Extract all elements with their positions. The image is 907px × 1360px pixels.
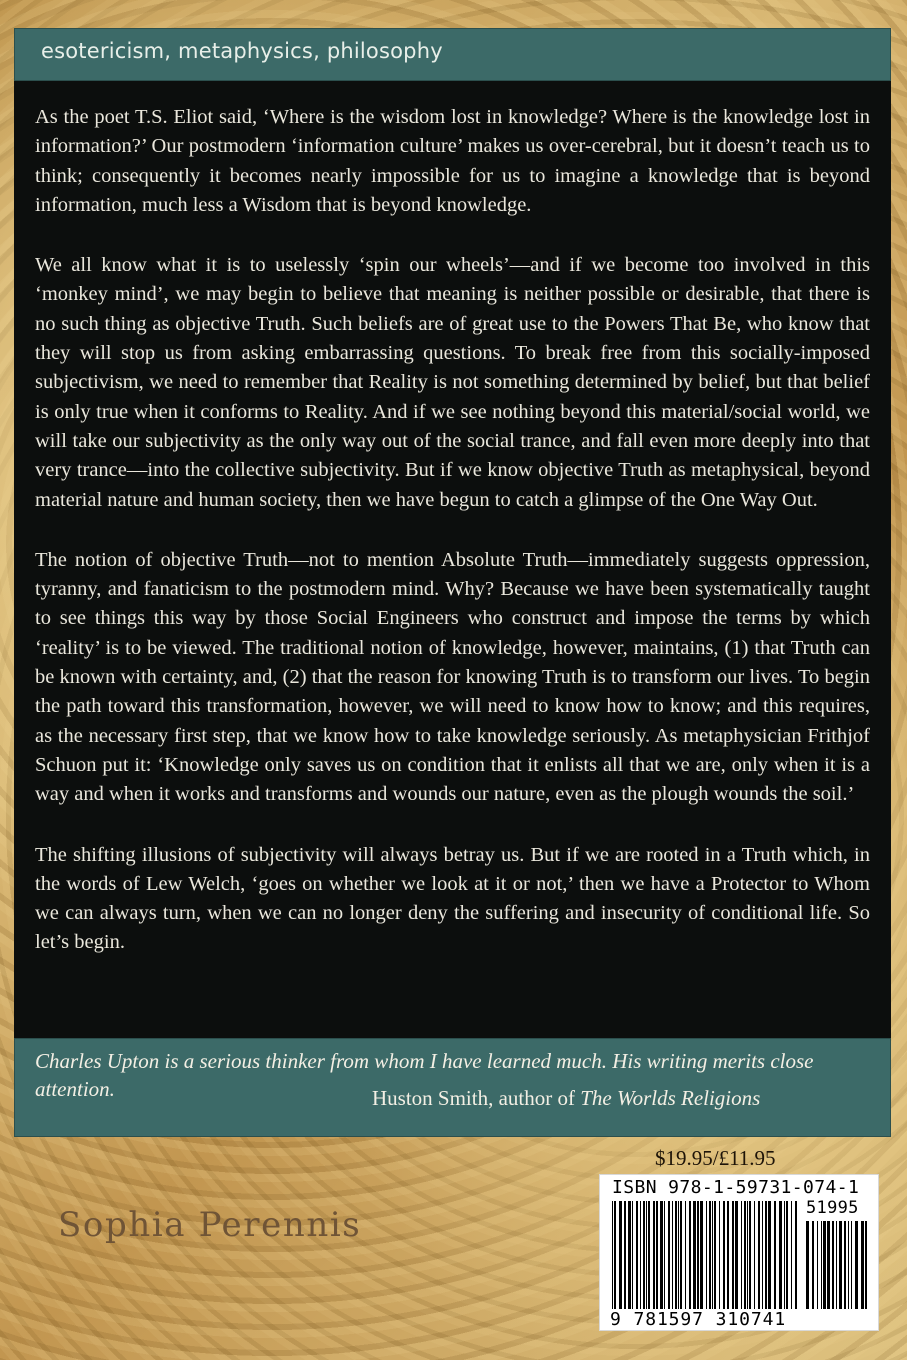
barcode-bar <box>865 1221 867 1309</box>
barcode-bar <box>612 1201 613 1309</box>
barcode-bar <box>812 1221 814 1309</box>
barcode-bar <box>774 1201 776 1309</box>
barcode-bar <box>855 1221 858 1309</box>
ean-barcode-bars <box>612 1201 798 1309</box>
barcode-bar <box>646 1201 647 1309</box>
barcode-bar <box>700 1201 703 1309</box>
barcode-bar <box>848 1221 849 1309</box>
barcode-bar <box>735 1201 738 1309</box>
isbn-label: ISBN 978-1-59731-074-1 <box>612 1177 860 1198</box>
barcode-bar <box>706 1201 707 1309</box>
publisher-logo: Sophia Perennis <box>58 1205 362 1245</box>
barcode-bar <box>680 1201 682 1309</box>
barcode-bar <box>758 1201 760 1309</box>
barcode-bar <box>779 1201 782 1309</box>
barcode-bar <box>675 1201 677 1309</box>
barcode-bar <box>643 1201 645 1309</box>
endorsement-band <box>14 1038 891 1137</box>
attribution-prefix: Huston Smith, author of <box>372 1086 581 1110</box>
attribution-book-title: The Worlds Religions <box>580 1086 761 1110</box>
barcode-bar <box>723 1201 725 1309</box>
barcode-bar <box>712 1201 713 1309</box>
barcode-bar <box>747 1201 748 1309</box>
barcode-bar <box>660 1201 663 1309</box>
price-label: $19.95/£11.95 <box>655 1146 776 1170</box>
isbn-barcode <box>599 1174 879 1331</box>
barcode-bar <box>678 1201 679 1309</box>
barcode-bar <box>656 1201 658 1309</box>
barcode-bar <box>832 1221 834 1309</box>
barcode-bar <box>749 1201 751 1309</box>
addon-price-code: 51995 <box>806 1198 859 1218</box>
barcode-bar <box>727 1201 729 1309</box>
endorsement-quote: Charles Upton is a serious thinker from whom I have learned much. His writing merits close attention. <box>35 1049 814 1101</box>
barcode-bar <box>709 1201 711 1309</box>
barcode-bar <box>844 1221 846 1309</box>
barcode-bar <box>624 1201 626 1309</box>
paragraph-4: The shifting illusions of subjectivity will always betray us. But if we are rooted in a Truth which, in the words of Lew Welch, ‘goes on whether we look at it or not,’ then we have a Protector to Whom we can always turn, when we can no longer deny the suffering and insecurity of conditional life. So let’s begin. <box>35 843 870 954</box>
category-tags: esotericism, metaphysics, philosophy <box>41 39 443 63</box>
paragraph-1: As the poet T.S. Eliot said, ‘Where is the wisdom lost in knowledge? Where is the knowledge lost in information?’ Our postmodern ‘information culture’ makes us over-cerebral, but it doesn’t teach us to think; consequently it becomes nearly impossible for us to imagine a knowledge that is beyond information, much less a Wisdom that is beyond knowledge. <box>35 106 870 216</box>
barcode-bar <box>619 1201 622 1309</box>
barcode-bar <box>861 1221 864 1309</box>
barcode-bar <box>827 1221 830 1309</box>
barcode-bar <box>653 1201 655 1309</box>
barcode-bar <box>632 1201 633 1309</box>
barcode-bar <box>640 1201 641 1309</box>
barcode-bar <box>791 1201 792 1309</box>
barcode-bar <box>614 1201 616 1309</box>
ean-digits: 9 781597 310741 <box>610 1309 787 1330</box>
barcode-bar <box>836 1221 837 1309</box>
paragraph-2: We all know what it is to uselessly ‘spin our wheels’—and if we become too involved in this ‘monkey mind’, we may begin to believe that meaning is neither possible or desirable, that there is no such thing as objective Truth. Such beliefs are of great use to the Powers That Be, who know that they will stop us from asking embarrassing questions. To break free from this socially-imposed subjectivism, we need to remember that Reality is not something determined by belief, but that belief is only true when it conforms to Reality. And if we see nothing beyond this material/social world, we will take our subjectivity as the only way out of the social trance, and fall even more deeply into that very trance—into the collective subjectivity. But if we know objective Truth as metaphysical, beyond material nature and human society, then we have begun to catch a glimpse of the One Way Out. <box>35 254 870 511</box>
barcode-bar <box>668 1201 670 1309</box>
barcode-bar <box>768 1201 771 1309</box>
barcode-bar <box>765 1201 767 1309</box>
endorsement-attribution <box>372 1084 760 1112</box>
barcode-bar <box>823 1221 826 1309</box>
barcode-bar <box>697 1201 699 1309</box>
barcode-bar <box>672 1201 673 1309</box>
addon-barcode-bars <box>806 1221 868 1309</box>
barcode-bar <box>806 1221 809 1309</box>
barcode-bar <box>821 1221 822 1309</box>
barcode-bar <box>744 1201 746 1309</box>
barcode-bar <box>664 1201 665 1309</box>
barcode-bar <box>714 1201 716 1309</box>
barcode-bar <box>795 1201 797 1309</box>
barcode-bar <box>648 1201 650 1309</box>
barcode-bar <box>839 1221 842 1309</box>
barcode-bar <box>762 1201 763 1309</box>
barcode-bar <box>851 1221 852 1309</box>
barcode-bar <box>732 1201 734 1309</box>
barcode-bar <box>636 1201 638 1309</box>
barcode-bar <box>628 1201 631 1309</box>
barcode-bar <box>685 1201 686 1309</box>
barcode-bar <box>719 1201 720 1309</box>
barcode-bar <box>784 1201 785 1309</box>
paragraph-3: The notion of objective Truth—not to mention Absolute Truth—immediately suggests oppression, tyranny, and fanaticism to the postmodern mind. Why? Because we have been systematically taught to see things this way by those Social Engineers who construct and impose the terms by which ‘reality’ is to be viewed. The traditional notion of knowledge, however, maintains, (1) that Truth can be known with certainty, and, (2) that the reason for knowing Truth is to transform our lives. To begin the path toward this transformation, however, we will need to know how to know; and this requires, as the necessary first step, that we know how to take knowledge seriously. As metaphysician Frithjof Schuon put it: ‘Knowledge only saves us on condition that it enlists all that we are, only when it is a way and when it works and transforms and wounds our nature, even as the plough wounds the soil.’ <box>35 548 870 806</box>
category-band <box>14 28 891 81</box>
barcode-bar <box>693 1201 696 1309</box>
barcode-bar <box>754 1201 755 1309</box>
barcode-bar <box>817 1221 818 1309</box>
barcode-bar <box>786 1201 788 1309</box>
barcode-bar <box>689 1201 691 1309</box>
description-panel <box>14 81 891 1038</box>
barcode-bar <box>741 1201 742 1309</box>
